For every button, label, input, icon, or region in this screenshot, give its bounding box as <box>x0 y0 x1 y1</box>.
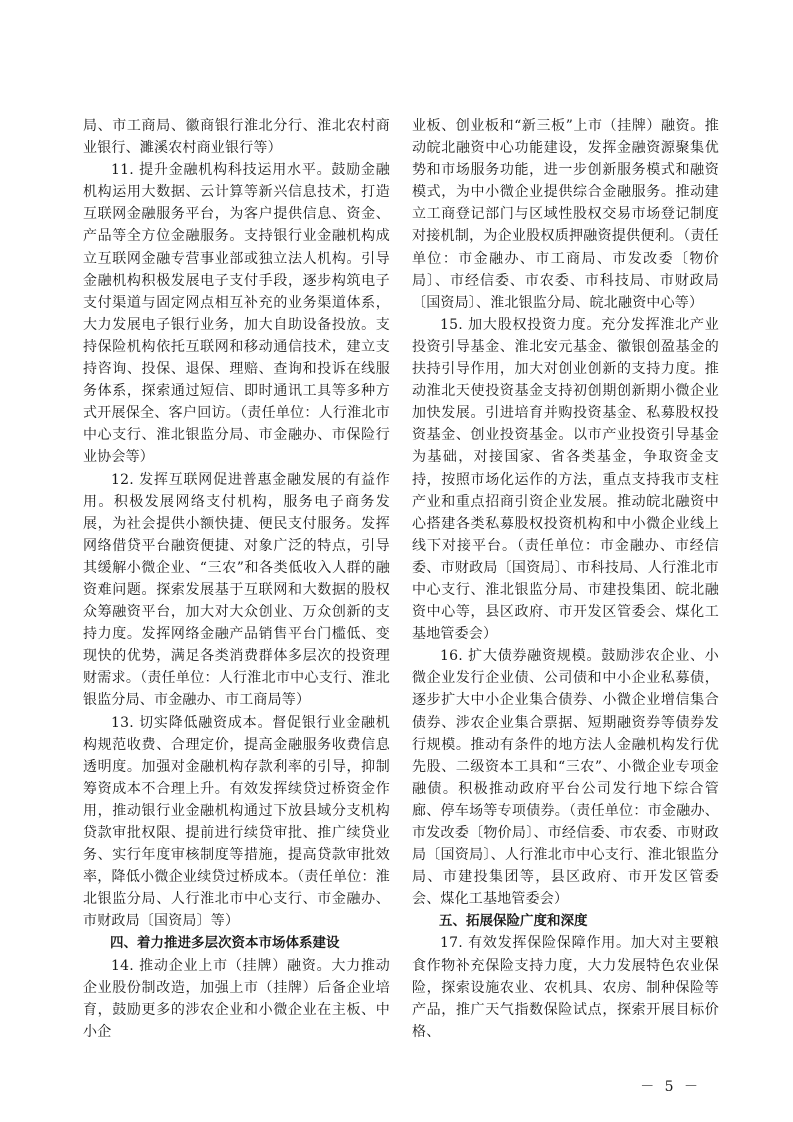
paragraph-14-continuation: 业板、创业板和“新三板”上市（挂牌）融资。推动皖北融资中心功能建设，发挥金融资源聚集优势和市场服务功能，进一步创新服务模式和融资模式，为中小微企业提供综合金融服务。推动建立工商登记部门与区域性股权交易市场登记制度对接机制，为企业股权质押融资提供便利。（责任单位：市金融办、市工商局、市发改委〔物价局〕、市经信委、市农委、市科技局、市财政局〔国资局〕、淮北银监分局、皖北融资中心等） <box>412 118 719 311</box>
paragraph-continuation: 局、市工商局、徽商银行淮北分行、淮北农村商业银行、濉溪农村商业银行等） <box>83 118 390 157</box>
paragraph-16: 16. 扩大债券融资规模。鼓励涉农企业、小微企业发行企业债、公司债和中小企业私募债，逐步扩大中小企业集合债券、小微企业增信集合债券、涉农企业集合票据、短期融资券等债券发行规模。推动有条件的地方法人金融机构发行优先股、二级资本工具和“三农”、小微企业专项金融债。积极推动政府平台公司发行地下综合管廊、停车场等专项债券。（责任单位：市金融办、市发改委〔物价局〕、市经信委、市农委、市财政局〔国资局〕、人行淮北市中心支行、淮北银监分局、市建投集团等，县区政府、市开发区管委会、煤化工基地管委会） <box>412 648 719 908</box>
right-column <box>412 115 719 1043</box>
section-heading-4: 四、着力推进多层次资本市场体系建设 <box>110 935 340 952</box>
page-number: － 5 － <box>640 1079 701 1095</box>
paragraph-14: 14. 推动企业上市（挂牌）融资。大力推动企业股份制改造，加强上市（挂牌）后备企业培育，鼓励更多的涉农企业和小微企业在主板、中小企 <box>83 957 390 1040</box>
left-column <box>83 115 390 1043</box>
paragraph-13: 13. 切实降低融资成本。督促银行业金融机构规范收费、合理定价，提高金融服务收费信息透明度。加强对金融机构存款利率的引导，抑制筹资成本不合理上升。有效发挥续贷过桥资金作用，推动银行业金融机构通过下放县域分支机构贷款审批权限、提前进行续贷审批、推广续贷业务、实行年度审核制度等措施，提高贷款审批效率，降低小微企业续贷过桥成本。（责任单位：淮北银监分局、人行淮北市中心支行、市金融办、市财政局〔国资局〕等） <box>83 714 390 930</box>
paragraph-11: 11. 提升金融机构科技运用水平。鼓励金融机构运用大数据、云计算等新兴信息技术，打造互联网金融服务平台，为客户提供信息、资金、产品等全方位金融服务。支持银行业金融机构成立互联网金融专营事业部或独立法人机构。引导金融机构积极发展电子支付手段，逐步构筑电子支付渠道与固定网点相互补充的业务渠道体系，大力发展电子银行业务，加大自助设备投放。支持保险机构依托互联网和移动通信技术，建立支持咨询、投保、退保、理赔、查询和投诉在线服务体系，探索通过短信、即时通讯工具等多种方式开展保全、客户回访。（责任单位：人行淮北市中心支行、淮北银监分局、市金融办、市保险行业协会等） <box>83 162 390 466</box>
section-heading-5: 五、拓展保险广度和深度 <box>439 913 588 930</box>
paragraph-15: 15. 加大股权投资力度。充分发挥淮北产业投资引导基金、淮北安元基金、徽银创盈基金的扶持引导作用，加大对创业创新的支持力度。推动淮北天使投资基金支持初创期创新期小微企业加快发展。引进培育并购投资基金、私募股权投资基金、创业投资基金。以市产业投资引导基金为基础，对接国家、省各类基金，争取资金支持，按照市场化运作的方法，重点支持我市支柱产业和重点招商引资企业发展。推动皖北融资中心搭建各类私募股权投资机构和中小微企业线上线下对接平台。（责任单位：市金融办、市经信委、市财政局〔国资局〕、市科技局、人行淮北市中心支行、淮北银监分局、市建投集团、皖北融资中心等，县区政府、市开发区管委会、煤化工基地管委会） <box>412 316 719 643</box>
paragraph-12: 12. 发挥互联网促进普惠金融发展的有益作用。积极发展网络支付机构，服务电子商务发展，为社会提供小额快捷、便民支付服务。发挥网络借贷平台融资便捷、对象广泛的特点，引导其缓解小微企业、“三农”和各类低收入人群的融资难问题。探索发展基于互联网和大数据的股权众筹融资平台，加大对大众创业、万众创新的支持力度。发挥网络金融产品销售平台门槛低、变现快的优势，满足各类消费群体多层次的投资理财需求。（责任单位：人行淮北市中心支行、淮北银监分局、市金融办、市工商局等） <box>83 471 390 709</box>
paragraph-17: 17. 有效发挥保险保障作用。加大对主要粮食作物补充保险支持力度，大力发展特色农业保险，探索设施农业、农机具、农房、制种保险等产品，推广天气指数保险试点，探索开展目标价格、 <box>412 935 719 1040</box>
